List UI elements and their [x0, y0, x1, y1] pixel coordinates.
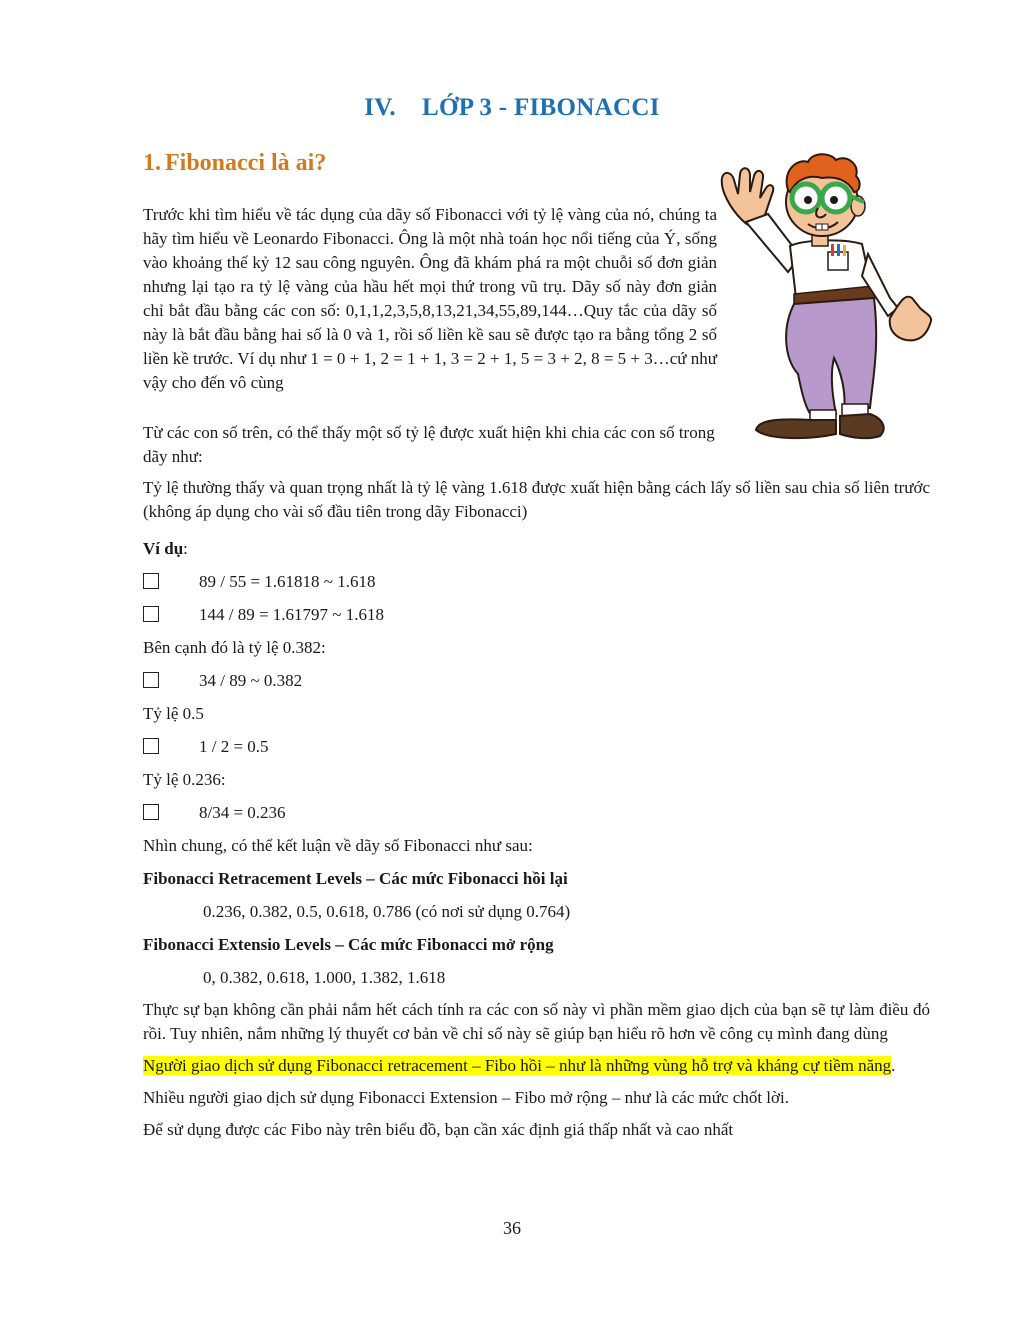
example-0382: 34 / 89 ~ 0.382 [199, 671, 303, 690]
ratio-0236-label: Tỷ lệ 0.236: [143, 770, 226, 789]
extension-usage-paragraph: Nhiều người giao dịch sử dụng Fibonacci Extension – Fibo mở rộng – như là các mức chốt lời. [143, 1088, 789, 1107]
conclusion-intro: Nhìn chung, có thể kết luận về dãy số Fibonacci như sau: [143, 836, 533, 855]
list-item [143, 598, 930, 631]
main-content [143, 476, 930, 1150]
example-1618-second: 144 / 89 = 1.61797 ~ 1.618 [199, 605, 385, 624]
example-0236: 8/34 = 0.236 [199, 803, 286, 822]
checkbox-bullet-icon [143, 804, 159, 820]
chapter-title [0, 94, 1024, 122]
extension-levels: 0, 0.382, 0.618, 1.000, 1.382, 1.618 [203, 968, 446, 987]
highlight-period: . [891, 1056, 896, 1075]
list-item [143, 664, 930, 697]
checkbox-bullet-icon [143, 606, 159, 622]
example-label-line [143, 532, 930, 565]
ratio-05-label: Tỷ lệ 0.5 [143, 704, 204, 723]
cartoon-scientist-illustration [712, 148, 944, 448]
highlight-paragraph [143, 1054, 930, 1078]
section-title-text: Fibonacci là ai? [165, 150, 327, 176]
intro-paragraph: Trước khi tìm hiểu về tác dụng của dãy số Fibonacci với tỷ lệ vàng của nó, chúng ta hãy tìm hiểu về Leonardo Fibonacci. Ông là một nhà toán học nổi tiếng của Ý, sống vào khoảng thế kỷ 12 sau công nguyên. Ông đã khám phá ra một chuỗi số đơn giản nhưng lại tạo ra tỷ lệ vàng của hầu hết mọi thứ trong vũ trụ. Dãy số này đơn giản chỉ bắt đầu bằng các con số: 0,1,1,2,3,5,8,13,21,34,55,89,144…Quy tắc của dãy số này là bắt đầu bằng hai số là 0 và 1, rồi số liền kề sau sẽ được tạo ra bằng tổng 2 số liền kề trước. Ví dụ như 1 = 0 + 1, 2 = 1 + 1, 3 = 2 + 1, 5 = 3 + 2, 8 = 5 + 3…cứ như vậy cho đến vô cùng [143, 205, 717, 392]
ratio-0382-label: Bên cạnh đó là tỷ lệ 0.382: [143, 638, 326, 657]
highlighted-text: Người giao dịch sử dụng Fibonacci retracement – Fibo hồi – như là những vùng hỗ trợ và kháng cự tiềm năng [143, 1056, 892, 1075]
checkbox-bullet-icon [143, 738, 159, 754]
checkbox-bullet-icon [143, 672, 159, 688]
chapter-title-text: LỚP 3 - FIBONACCI [421, 94, 660, 121]
example-05: 1 / 2 = 0.5 [199, 737, 269, 756]
golden-ratio-paragraph: Tỷ lệ thường thấy và quan trọng nhất là tỷ lệ vàng 1.618 được xuất hiện bằng cách lấy số liền sau chia số liên trước (không áp dụng cho vài số đầu tiên trong dãy Fibonacci) [143, 478, 930, 521]
list-item [143, 730, 930, 763]
page-number: 36 [503, 1218, 521, 1238]
ratio-intro-paragraph: Từ các con số trên, có thể thấy một số tỷ lệ được xuất hiện khi chia các con số trong dãy như: [143, 423, 715, 466]
checkbox-bullet-icon [143, 573, 159, 589]
list-item [143, 565, 930, 598]
last-line-paragraph: Để sử dụng được các Fibo này trên biểu đồ, bạn cần xác định giá thấp nhất và cao nhất [143, 1120, 734, 1139]
list-item [143, 796, 930, 829]
retracement-heading: Fibonacci Retracement Levels – Các mức Fibonacci hồi lại [143, 869, 568, 888]
extension-heading: Fibonacci Extensio Levels – Các mức Fibonacci mở rộng [143, 935, 554, 954]
example-1618-first: 89 / 55 = 1.61818 ~ 1.618 [199, 572, 376, 591]
retracement-levels: 0.236, 0.382, 0.5, 0.618, 0.786 (có nơi sử dụng 0.764) [203, 902, 571, 921]
note-paragraph: Thực sự bạn không cần phải nắm hết cách tính ra các con số này vì phần mềm giao dịch của bạn sẽ tự làm điều đó rồi. Tuy nhiên, nắm những lý thuyết cơ bản về chỉ số này sẽ giúp bạn hiểu rõ hơn về công cụ mình đang dùng [143, 1000, 930, 1043]
example-label: Ví dụ [143, 539, 184, 558]
example-label-colon: : [183, 539, 188, 558]
chapter-number: IV. [364, 94, 396, 121]
section-title [143, 150, 326, 177]
section-number: 1. [143, 150, 161, 176]
